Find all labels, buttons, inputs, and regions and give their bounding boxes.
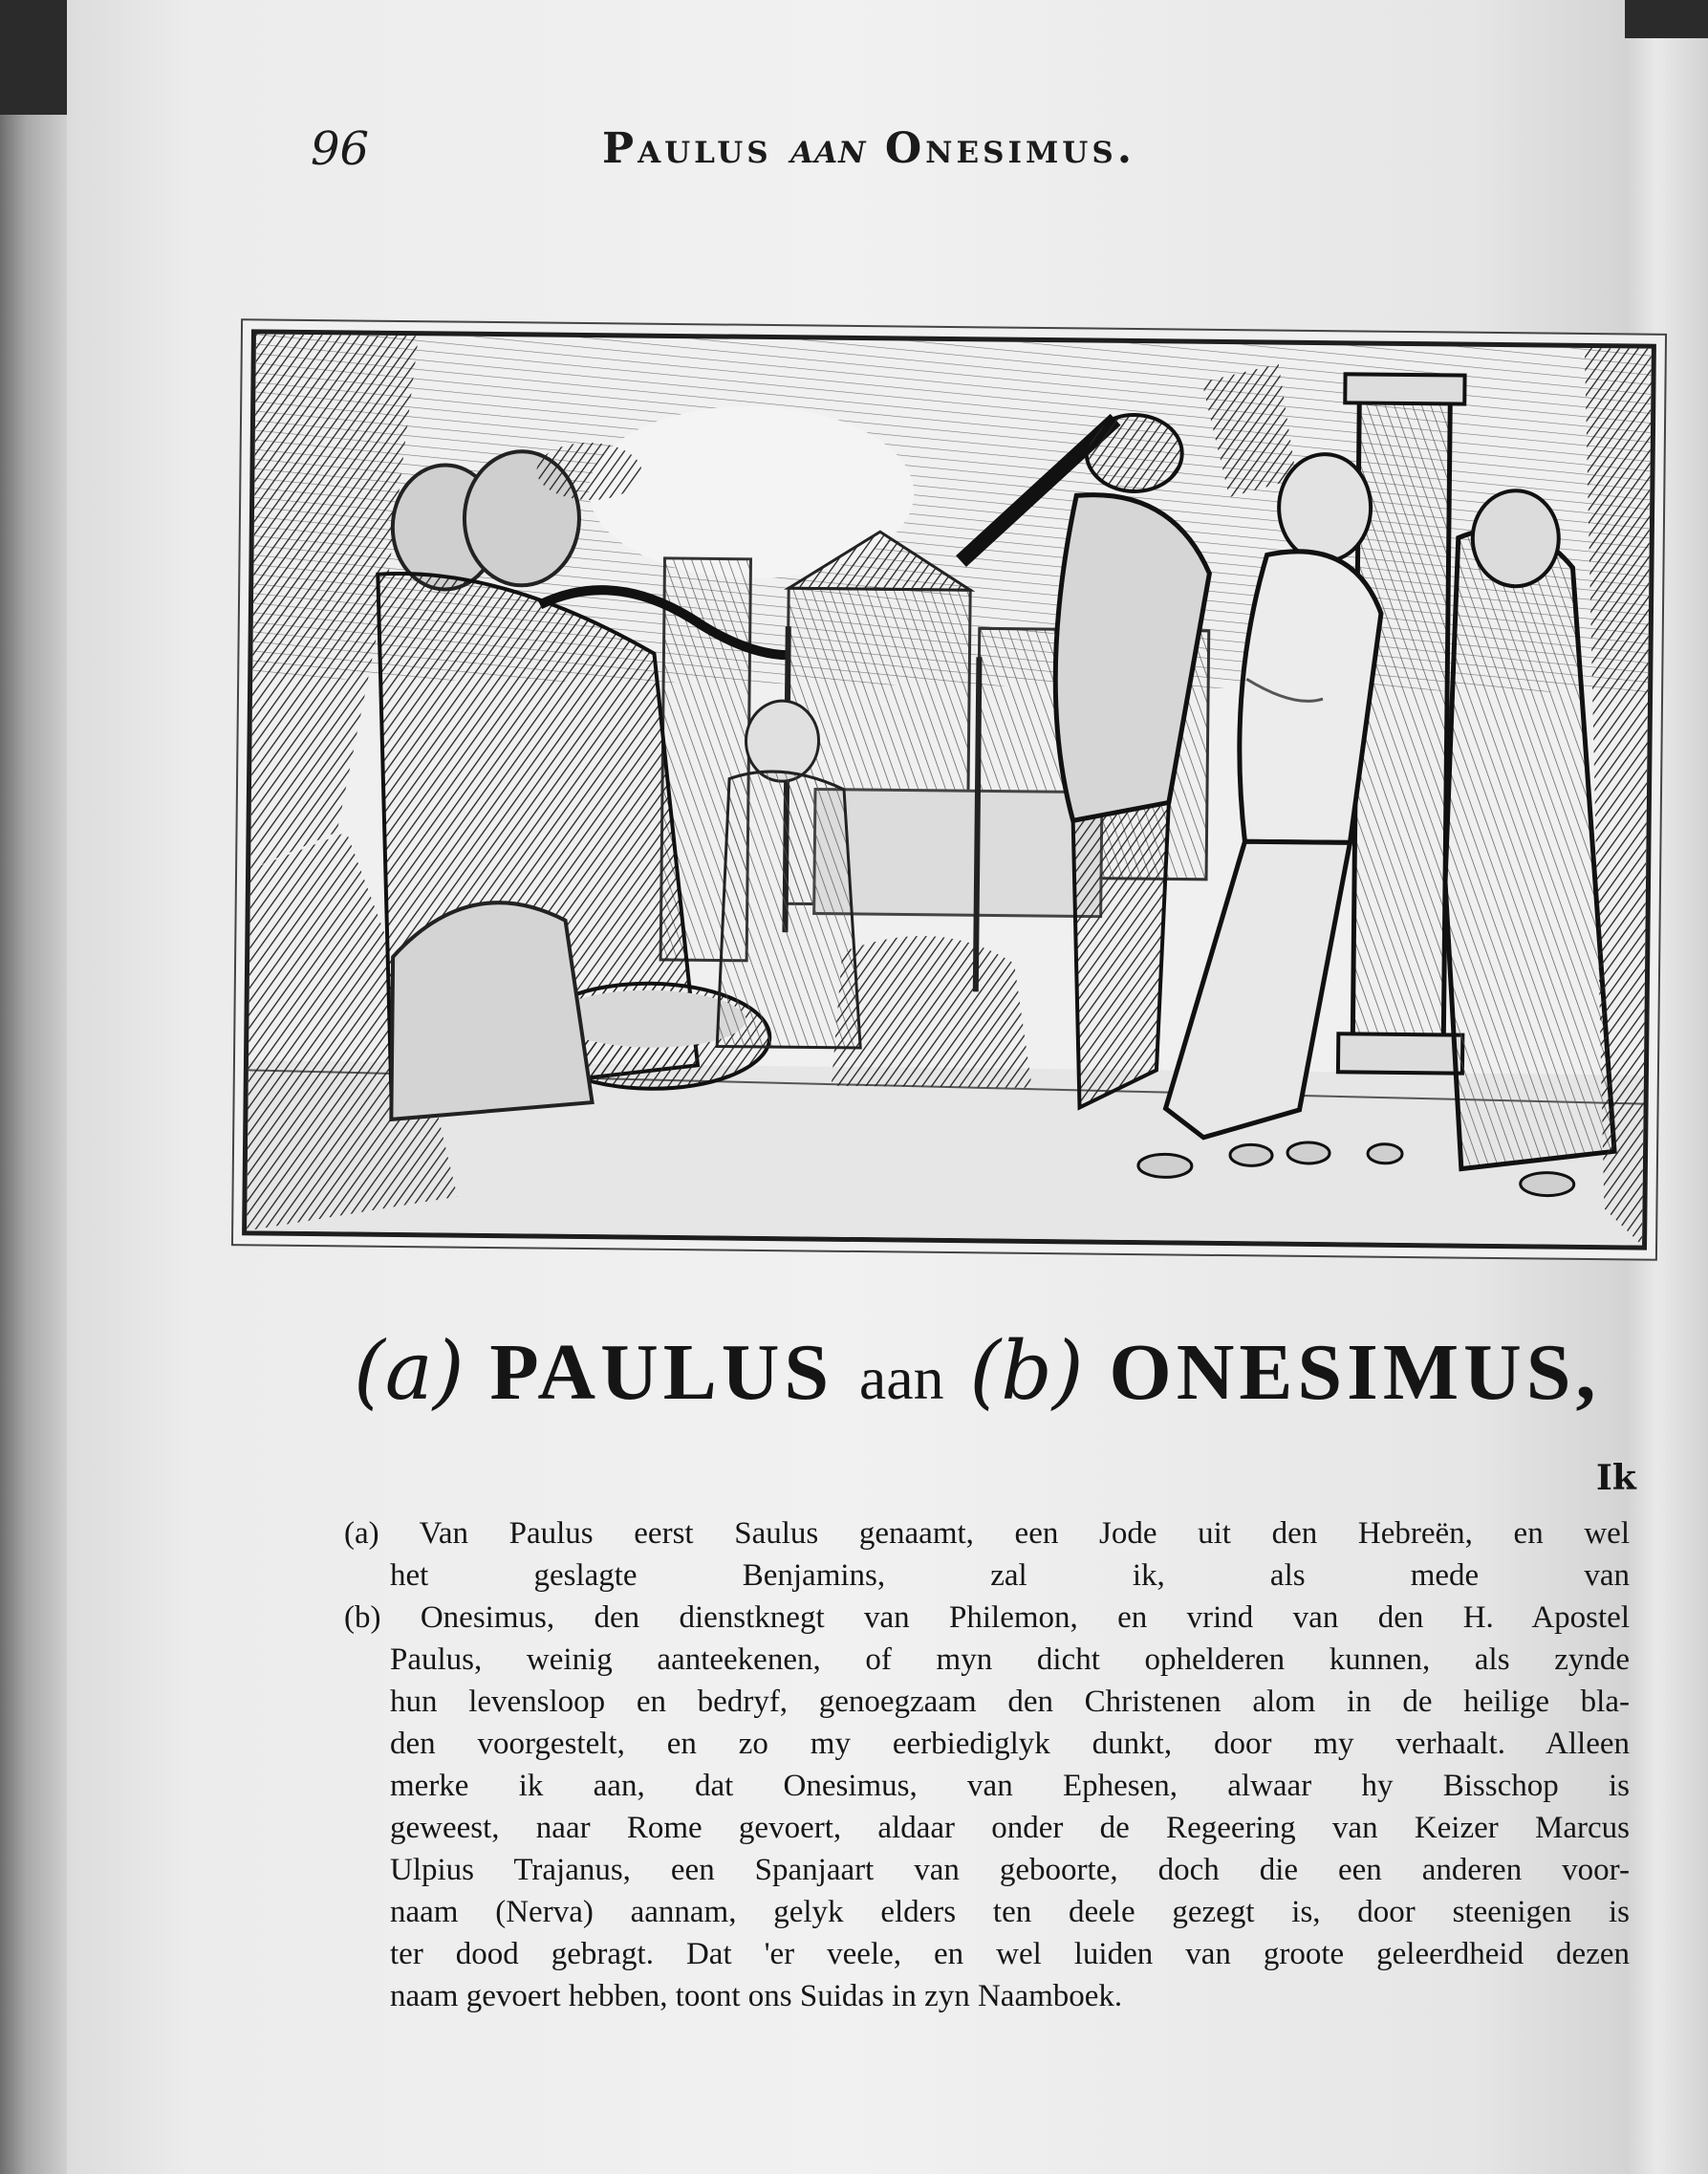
- letter-heading: [354, 1324, 1634, 1419]
- footnote-line: ter dood gebragt. Dat 'er veele, en wel luiden van groote geleerdheid dezen: [390, 1937, 1630, 1971]
- footnote-line: (b) Onesimus, den dienstknegt van Philemon, en vrind van den H. Apostel: [344, 1600, 1630, 1635]
- heading-footnote-mark-a: (a): [354, 1324, 465, 1418]
- footnote-line: geweest, naar Rome gevoert, aldaar onder de Regeering van Keizer Marcus: [390, 1811, 1630, 1845]
- catchword: Ik: [1596, 1458, 1636, 1498]
- running-title: [602, 124, 1135, 173]
- footnote-line: (a) Van Paulus eerst Saulus genaamt, een Jode uit den Hebreën, en wel: [344, 1516, 1630, 1551]
- heading-footnote-mark-b: (b): [969, 1324, 1084, 1418]
- footnotes: [344, 1512, 1630, 2017]
- footnote-line: Ulpius Trajanus, een Spanjaart van geboorte, doch die een anderen voor-: [390, 1853, 1630, 1887]
- footnote-line: merke ik aan, dat Onesimus, van Ephesen, alwaar hy Bisschop is: [390, 1769, 1630, 1803]
- running-title-name2: Onesimus.: [884, 124, 1136, 173]
- heading-name-onesimus: ONESIMUS,: [1109, 1328, 1601, 1417]
- book-page: [67, 0, 1636, 2174]
- engraving-illustration: [247, 334, 1652, 1245]
- footnote-line: Paulus, weinig aanteekenen, of myn dicht ophelderen kunnen, als zynde: [390, 1642, 1630, 1677]
- heading-name-paulus: PAULUS: [489, 1328, 834, 1417]
- running-title-aan: aan: [790, 124, 867, 173]
- running-title-name1: Paulus: [602, 124, 772, 173]
- footnote-line: naam (Nerva) aannam, gelyk elders ten deele gezegt is, door steenigen is: [390, 1895, 1630, 1929]
- footnote-line: naam gevoert hebben, toont ons Suidas in zyn Naamboek.: [390, 1979, 1123, 2013]
- footnote-line: het geslagte Benjamins, zal ik, als mede van: [390, 1558, 1630, 1593]
- running-head: [67, 113, 1625, 180]
- footnote-line: hun levensloop en bedryf, genoegzaam den Christenen alom in de heilige bla-: [390, 1685, 1630, 1719]
- engraving-plate: [242, 329, 1656, 1250]
- book-edge-left: [0, 115, 67, 2174]
- heading-aan: aan: [858, 1344, 944, 1412]
- footnote-line: den voorgestelt, en zo my eerbiediglyk dunkt, door my verhaalt. Alleen: [390, 1727, 1630, 1761]
- page-number: 96: [311, 122, 370, 176]
